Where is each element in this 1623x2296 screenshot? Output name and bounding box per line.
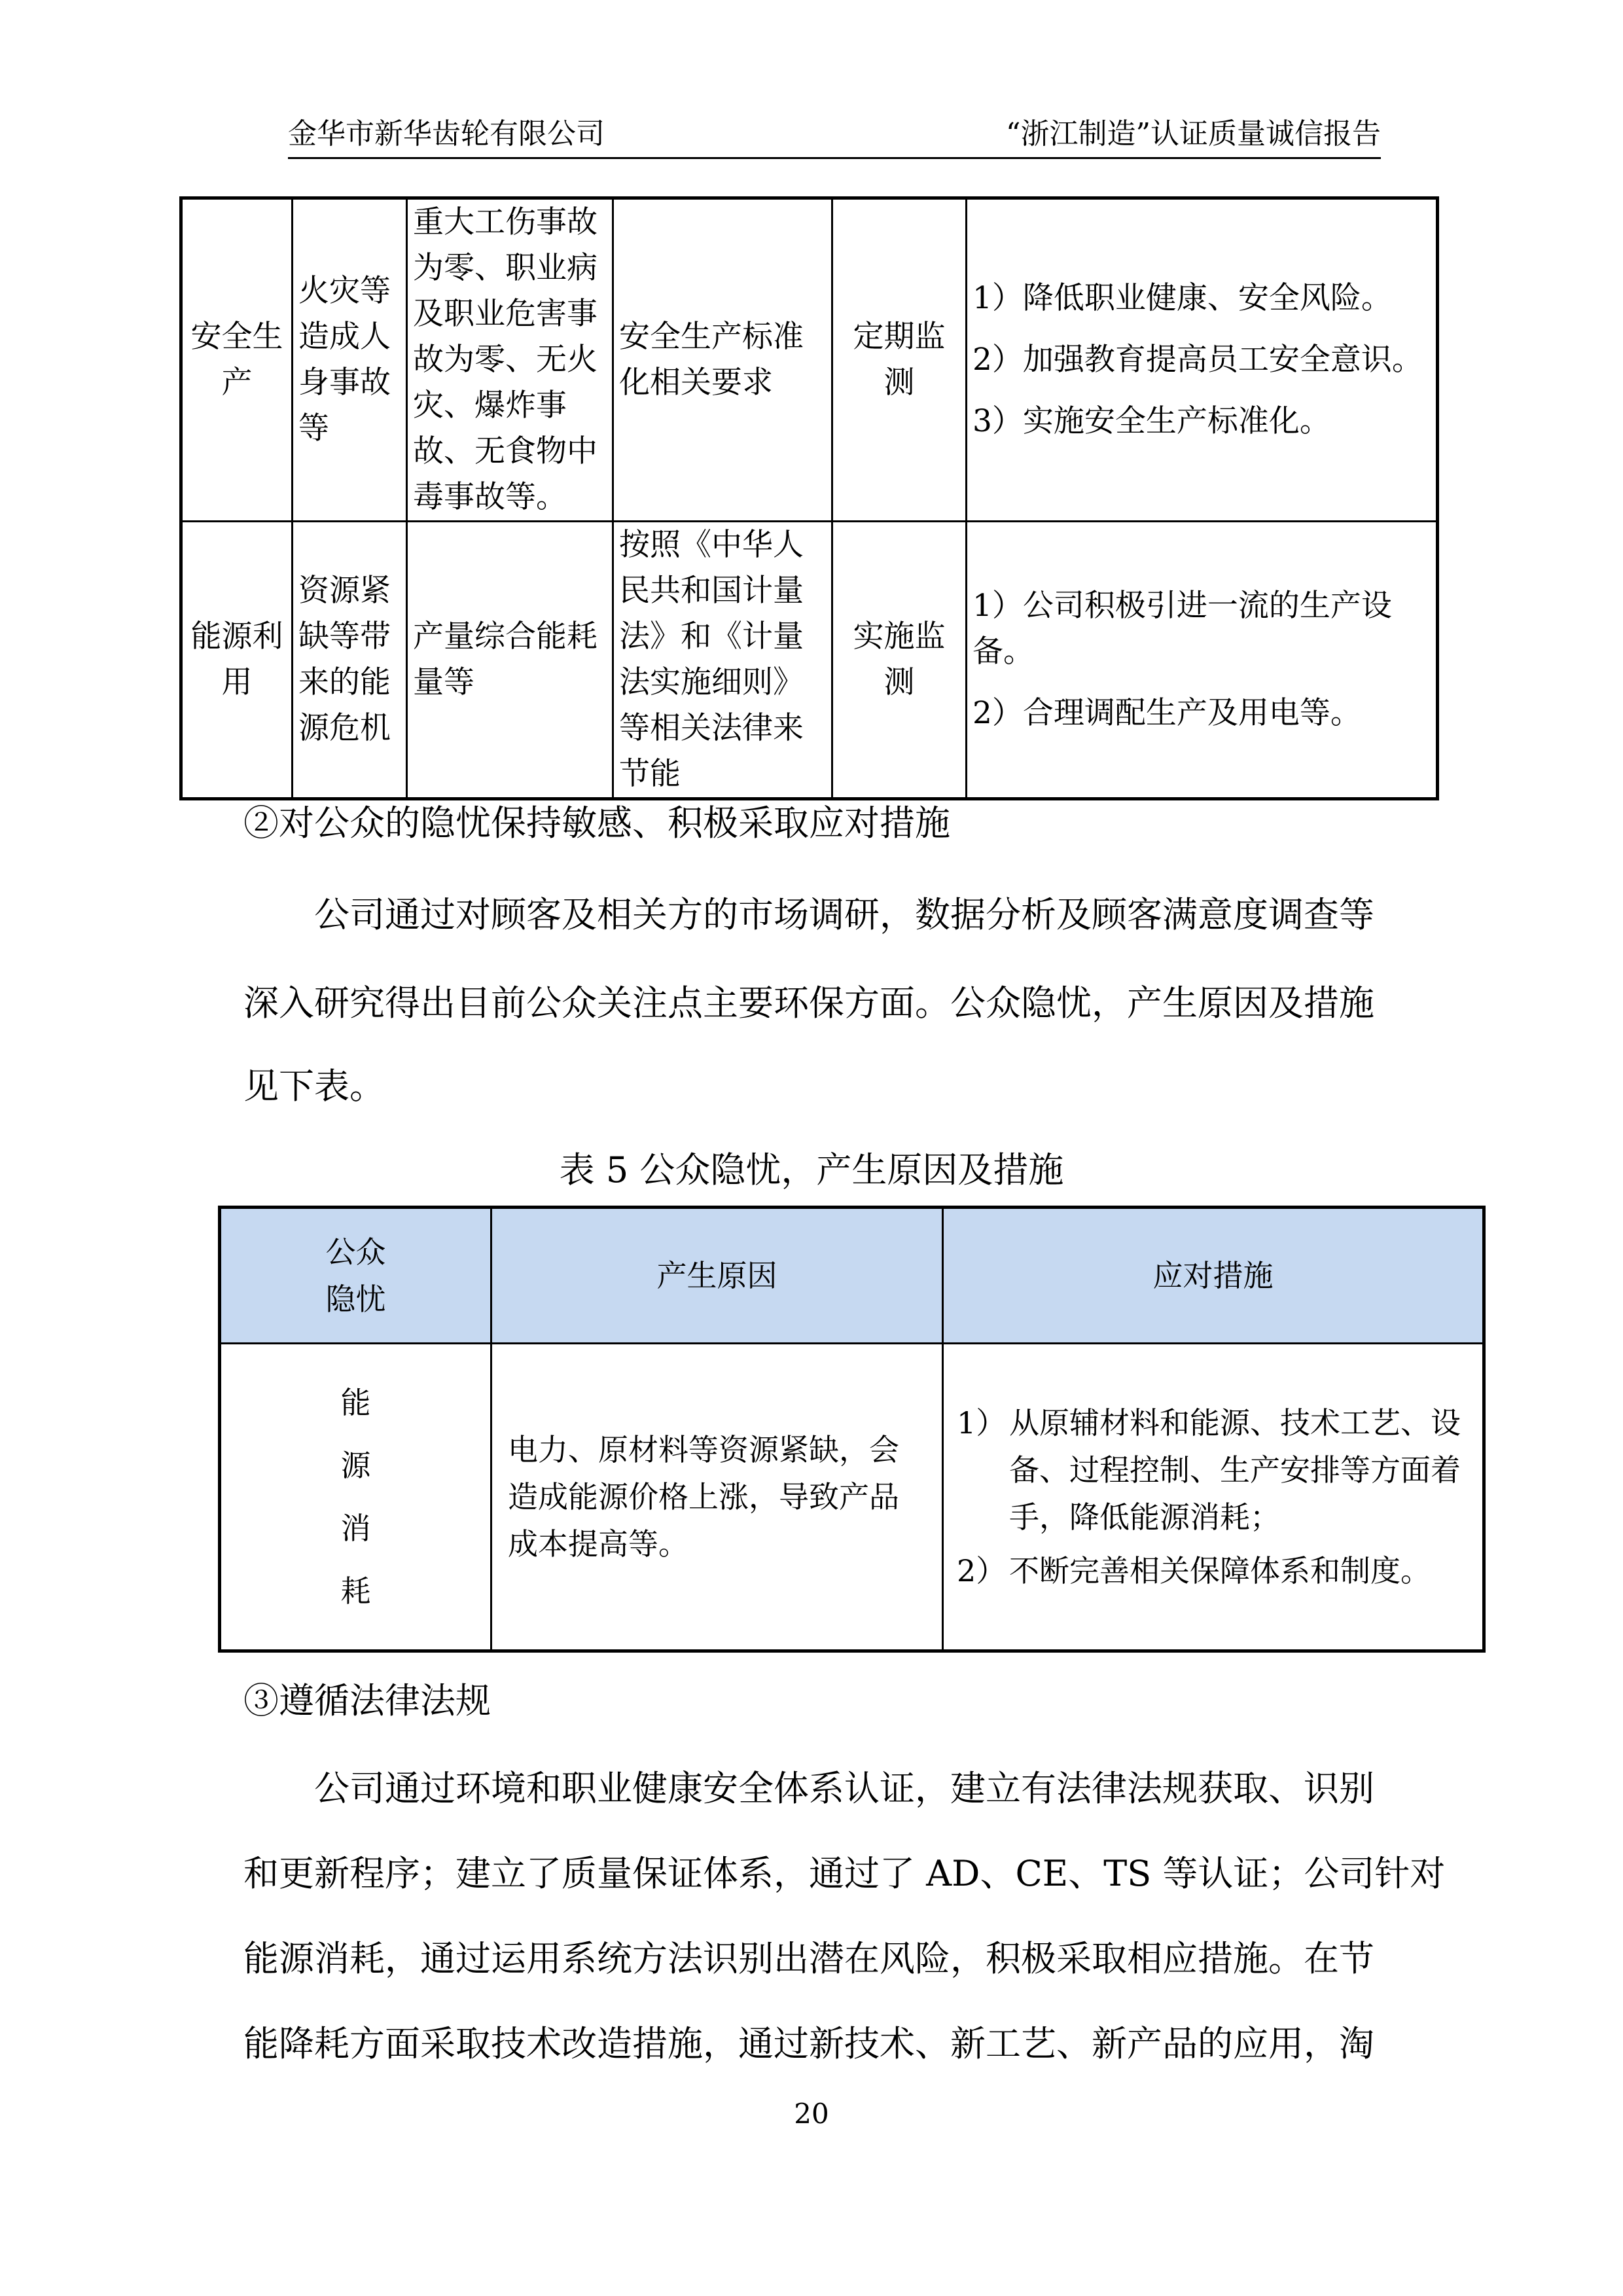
paragraph-line: 能降耗方面采取技术改造措施，通过新技术、新工艺、新产品的应用，淘 [243, 2023, 1374, 2064]
list-item-number: 1） [957, 1405, 1007, 1441]
list-item: 2）合理调配生产及用电等。 [972, 695, 1361, 731]
header-rule [288, 157, 1381, 159]
header-concern: 公众隐忧 [220, 1208, 491, 1344]
paragraph-line: 公司通过环境和职业健康安全体系认证，建立有法律法规获取、识别 [314, 1768, 1374, 1809]
row-risk: 资源紧缺等带来的能源危机 [293, 522, 407, 799]
paragraph-line: 能源消耗，通过运用系统方法识别出潜在风险，积极采取相应措施。在节 [243, 1938, 1374, 1979]
list-item: 1）公司积极引进一流的生产设备。 [972, 588, 1392, 670]
row-target: 产量综合能耗量等 [407, 522, 613, 799]
list-item: 1）降低职业健康、安全风险。 [972, 280, 1392, 316]
section-heading: ②对公众的隐忧保持敏感、积极采取应对措施 [243, 802, 950, 844]
row-measures [967, 522, 1438, 799]
row-target: 重大工伤事故为零、职业病及职业危害事故为零、无火灾、爆炸事故、无食物中毒事故等。 [407, 198, 613, 522]
page-number: 20 [794, 2098, 829, 2130]
page-header [288, 110, 1381, 156]
paragraph-line: 见下表。 [243, 1066, 385, 1107]
header-measure: 应对措施 [943, 1208, 1484, 1344]
row-basis: 按照《中华人民共和国计量法》和《计量法实施细则》等相关法律来节能 [613, 522, 832, 799]
list-item: 3）实施安全生产标准化。 [972, 403, 1330, 439]
list-item: 2）加强教育提高员工安全意识。 [972, 342, 1423, 378]
row-method: 实施监测 [832, 522, 967, 799]
header-company: 金华市新华齿轮有限公司 [288, 117, 605, 151]
paragraph-line: 深入研究得出目前公众关注点主要环保方面。公众隐忧，产生原因及措施 [243, 982, 1374, 1024]
list-item-text: 从原辅材料和能源、技术工艺、设备、过程控制、生产安排等方面着手，降低能源消耗； [1009, 1405, 1461, 1535]
row-cause: 电力、原材料等资源紧缺，会造成能源价格上涨，导致产品成本提高等。 [491, 1344, 943, 1651]
row-measures [943, 1344, 1484, 1651]
row-basis: 安全生产标准化相关要求 [613, 198, 832, 522]
row-risk: 火灾等造成人身事故等 [293, 198, 407, 522]
list-item [957, 1547, 1465, 1594]
table-row [181, 522, 1438, 799]
row-category: 能源利用 [181, 522, 293, 799]
risk-table [179, 196, 1439, 800]
header-report-title: “浙江制造”认证质量诚信报告 [1006, 117, 1381, 151]
paragraph-line: 和更新程序；建立了质量保证体系，通过了 AD、CE、TS 等认证；公司针对 [243, 1853, 1446, 1894]
row-method: 定期监测 [832, 198, 967, 522]
list-item-number: 2） [957, 1553, 1007, 1588]
header-cause: 产生原因 [491, 1208, 943, 1344]
row-category: 安全生产 [181, 198, 293, 522]
table-caption: 表 5 公众隐忧，产生原因及措施 [559, 1149, 1064, 1191]
table-row [181, 198, 1438, 522]
table-row [220, 1344, 1484, 1651]
row-measures [967, 198, 1438, 522]
section-heading: ③遵循法律法规 [243, 1680, 491, 1721]
list-item-text: 不断完善相关保障体系和制度。 [1009, 1553, 1431, 1588]
list-item [957, 1399, 1465, 1541]
table-header-row [220, 1208, 1484, 1344]
concerns-table [218, 1206, 1486, 1653]
row-concern: 能源消耗 [220, 1344, 491, 1651]
paragraph-line: 公司通过对顾客及相关方的市场调研，数据分析及顾客满意度调查等 [314, 894, 1374, 935]
